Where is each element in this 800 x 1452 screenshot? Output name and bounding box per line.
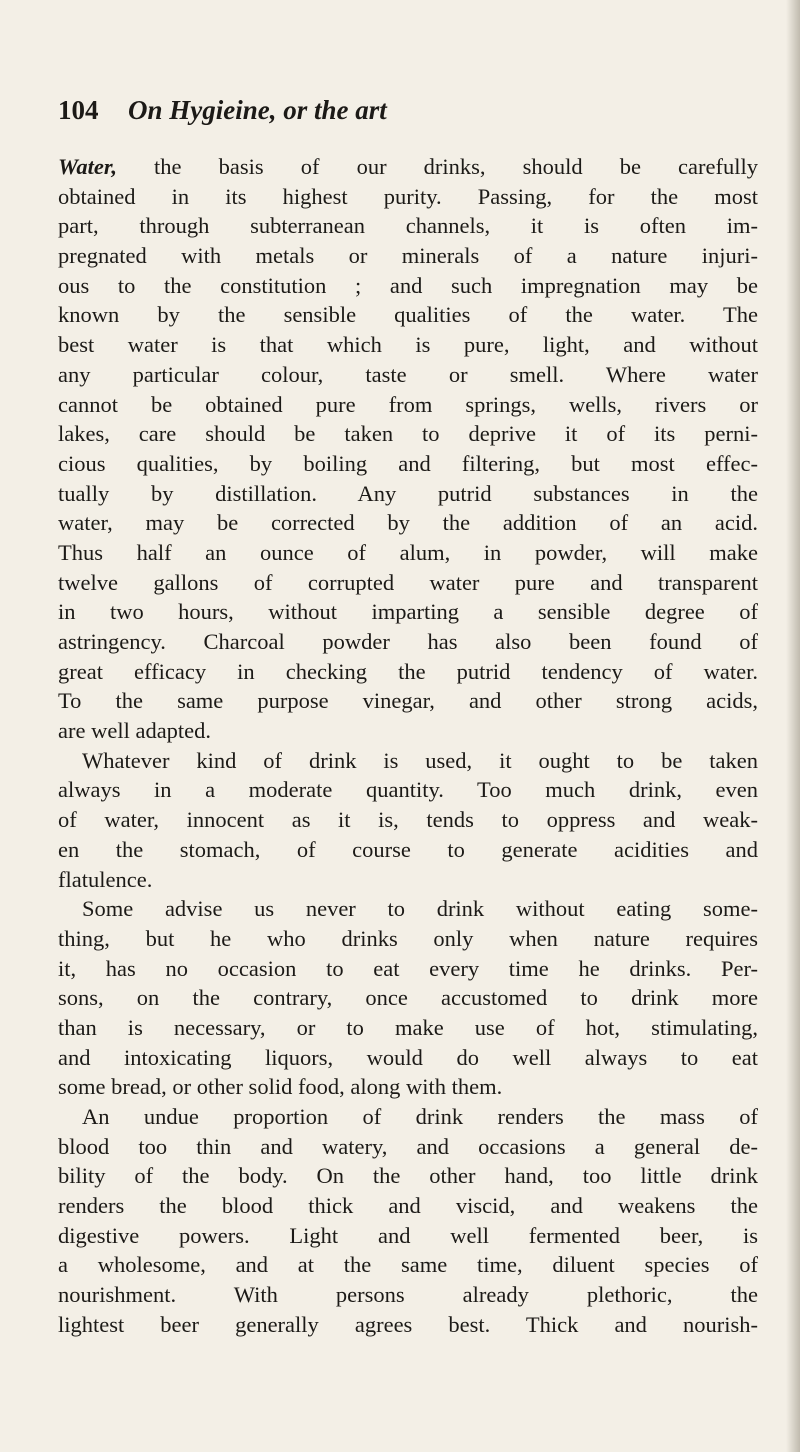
page-number: 104 [58, 95, 99, 125]
text-line: water, may be corrected by the addition of an acid. [58, 510, 758, 536]
text-line: twelve gallons of corrupted water pure and transparent [58, 569, 758, 595]
text-line: nourishment. With persons already plethoric, the [58, 1282, 758, 1308]
text-line: of water, innocent as it is, tends to oppress and weak- [58, 807, 758, 833]
text-line: always in a moderate quantity. Too much drink, even [58, 777, 758, 803]
text-line: thing, but he who drinks only when nature requires [58, 925, 758, 951]
text-line: lightest beer generally agrees best. Thick and nourish- [58, 1311, 758, 1337]
page-header [58, 95, 758, 135]
running-title: On Hygieine, or the art [128, 95, 387, 125]
page-edge-shadow [786, 0, 800, 1452]
text-line: Whatever kind of drink is used, it ought to be taken [82, 747, 758, 773]
text-line: flatulence. [58, 866, 153, 892]
text-line: Thus half an ounce of alum, in powder, will make [58, 539, 758, 565]
text-line: known by the sensible qualities of the water. The [58, 302, 758, 328]
text-line: Water, the basis of our drinks, should be carefully [58, 154, 758, 179]
text-line: lakes, care should be taken to deprive it of its perni- [58, 421, 758, 447]
text-line: cious qualities, by boiling and filtering, but most effec- [58, 450, 758, 476]
text-line: it, has no occasion to eat every time he drinks. Per- [58, 955, 758, 981]
text-line: blood too thin and watery, and occasions a general de- [58, 1133, 758, 1159]
text-line: pregnated with metals or minerals of a nature injuri- [58, 243, 758, 269]
text-line: Some advise us never to drink without eating some- [82, 896, 758, 922]
text-line: obtained in its highest purity. Passing, for the most [58, 183, 758, 209]
text-line: To the same purpose vinegar, and other strong acids, [58, 688, 758, 714]
text-line: digestive powers. Light and well fermented beer, is [58, 1222, 758, 1248]
text-line: in two hours, without imparting a sensible degree of [58, 599, 758, 625]
text-line: cannot be obtained pure from springs, wells, rivers or [58, 391, 758, 417]
text-line: sons, on the contrary, once accustomed to drink more [58, 985, 758, 1011]
text-line: renders the blood thick and viscid, and weakens the [58, 1193, 758, 1219]
body-text [58, 152, 758, 1340]
text-line: are well adapted. [58, 718, 212, 744]
text-line: An undue proportion of drink renders the mass of [82, 1104, 758, 1129]
text-line: astringency. Charcoal powder has also been found of [58, 629, 758, 654]
text-line: best water is that which is pure, light, and without [58, 332, 758, 358]
text-line: en the stomach, of course to generate acidities and [58, 836, 758, 862]
text-line: bility of the body. On the other hand, too little drink [58, 1163, 758, 1189]
text-line: great efficacy in checking the putrid tendency of water. [58, 658, 758, 684]
text-line: some bread, or other solid food, along with them. [58, 1074, 503, 1100]
emphasized-word: Water, [58, 154, 117, 179]
text-line: and intoxicating liquors, would do well always to eat [58, 1044, 758, 1070]
text-line: tually by distillation. Any putrid substances in the [58, 480, 758, 506]
text-line: a wholesome, and at the same time, diluent species of [58, 1252, 758, 1278]
text-line: ous to the constitution ; and such impregnation may be [58, 272, 758, 298]
text-line: part, through subterranean channels, it is often im- [58, 213, 758, 239]
text-line: than is necessary, or to make use of hot, stimulating, [58, 1014, 758, 1040]
text-line: any particular colour, taste or smell. Where water [58, 361, 758, 387]
